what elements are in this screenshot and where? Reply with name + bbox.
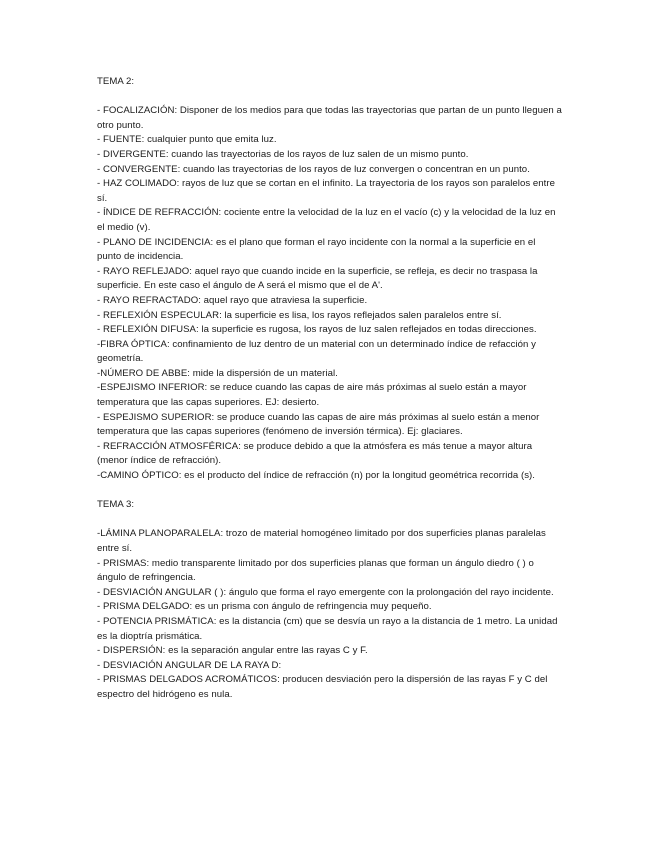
entry-prismas-delgados-acromaticos: - PRISMAS DELGADOS ACROMÁTICOS: producen desviación pero la dispersión de las rayas F y C del espectro del hidrógeno es nula. — [97, 674, 548, 700]
entry-prisma-delgado: - PRISMA DELGADO: es un prisma con ángulo de refringencia muy pequeño. — [97, 601, 432, 613]
entry-fuente: - FUENTE: cualquier punto que emita luz. — [97, 134, 277, 146]
entry-dispersion: - DISPERSIÓN: es la separación angular entre las rayas C y F. — [97, 645, 368, 657]
entry-fibra-optica: -FIBRA ÓPTICA: confinamiento de luz dentro de un material con un determinado índice de refacción y geometría. — [97, 338, 536, 365]
entry-rayo-refractado: - RAYO REFRACTADO: aquel rayo que atraviesa la superficie. — [97, 294, 368, 306]
section-spacer — [97, 484, 562, 499]
entry-indice-refraccion: - ÍNDICE DE REFRACCIÓN: cociente entre la velocidad de la luz en el vacío (c) y la velocidad de la luz en el medio (v). — [97, 207, 556, 233]
entry-desviacion-angular-raya-d: - DESVIACIÓN ANGULAR DE LA RAYA D: — [97, 659, 282, 671]
section-tema-3 — [97, 498, 562, 702]
section-title: TEMA 2: — [97, 76, 135, 87]
entry-reflexion-difusa: - REFLEXIÓN DIFUSA: la superficie es rugosa, los rayos de luz salen reflejados en todas direcciones. — [97, 324, 537, 336]
section-tema-2 — [97, 75, 562, 484]
entry-convergente: - CONVERGENTE: cuando las trayectorias de los rayos de luz convergen o concentran en un punto. — [97, 163, 530, 175]
entry-lamina-planoparalela: -LÁMINA PLANOPARALELA: trozo de material homogéneo limitado por dos superficies planas paralelas entre sí. — [97, 528, 546, 554]
entry-desviacion-angular: - DESVIACIÓN ANGULAR ( ): ángulo que forma el rayo emergente con la prolongación del rayo incidente. — [97, 586, 554, 598]
entry-numero-abbe: -NÚMERO DE ABBE: mide la dispersión de un material. — [97, 367, 338, 379]
document-page — [97, 75, 562, 703]
entry-haz-colimado: - HAZ COLIMADO: rayos de luz que se cortan en el infinito. La trayectoria de los rayos son paralelos entre sí. — [97, 178, 556, 204]
entry-potencia-prismatica: - POTENCIA PRISMÁTICA: es la distancia (cm) que se desvía un rayo a la distancia de 1 metro. La unidad es la dioptría prismática. — [97, 615, 558, 642]
entry-rayo-reflejado: - RAYO REFLEJADO: aquel rayo que cuando incide en la superficie, se refleja, es decir no traspasa la superficie. En este caso el ángulo de A será el mismo que el de A'. — [97, 265, 538, 292]
entry-espejismo-inferior: -ESPEJISMO INFERIOR: se reduce cuando las capas de aire más próximas al suelo están a mayor temperatura que las capas superiores. EJ: desierto. — [97, 382, 527, 409]
section-title: TEMA 3: — [97, 499, 135, 511]
entry-focalizacion: - FOCALIZACIÓN: Disponer de los medios para que todas las trayectorias que partan de un punto lleguen a otro punto. — [97, 105, 562, 131]
entry-espejismo-superior: - ESPEJISMO SUPERIOR: se produce cuando las capas de aire más próximas al suelo están a menor temperatura que las capas superiores (fenómeno de inversión térmica). Ej: glaciares. — [97, 411, 540, 438]
entry-plano-incidencia: - PLANO DE INCIDENCIA: es el plano que forman el rayo incidente con la normal a la superficie en el punto de incidencia. — [97, 236, 536, 263]
entry-refraccion-atmosferica: - REFRACCIÓN ATMOSFÉRICA: se produce debido a que la atmósfera es más tenue a mayor altura (menor índice de refracción). — [97, 440, 533, 467]
entry-divergente: - DIVERGENTE: cuando las trayectorias de los rayos de luz salen de un mismo punto. — [97, 148, 469, 160]
entry-prismas: - PRISMAS: medio transparente limitado por dos superficies planas que forman un ángulo diedro ( ) o ángulo de refringencia. — [97, 557, 534, 584]
entry-camino-optico: -CAMINO ÓPTICO: es el producto del índice de refracción (n) por la longitud geométrica recorrida (s). — [97, 470, 536, 482]
entry-reflexion-especular: - REFLEXIÓN ESPECULAR: la superficie es lisa, los rayos reflejados salen paralelos entre sí. — [97, 309, 502, 321]
